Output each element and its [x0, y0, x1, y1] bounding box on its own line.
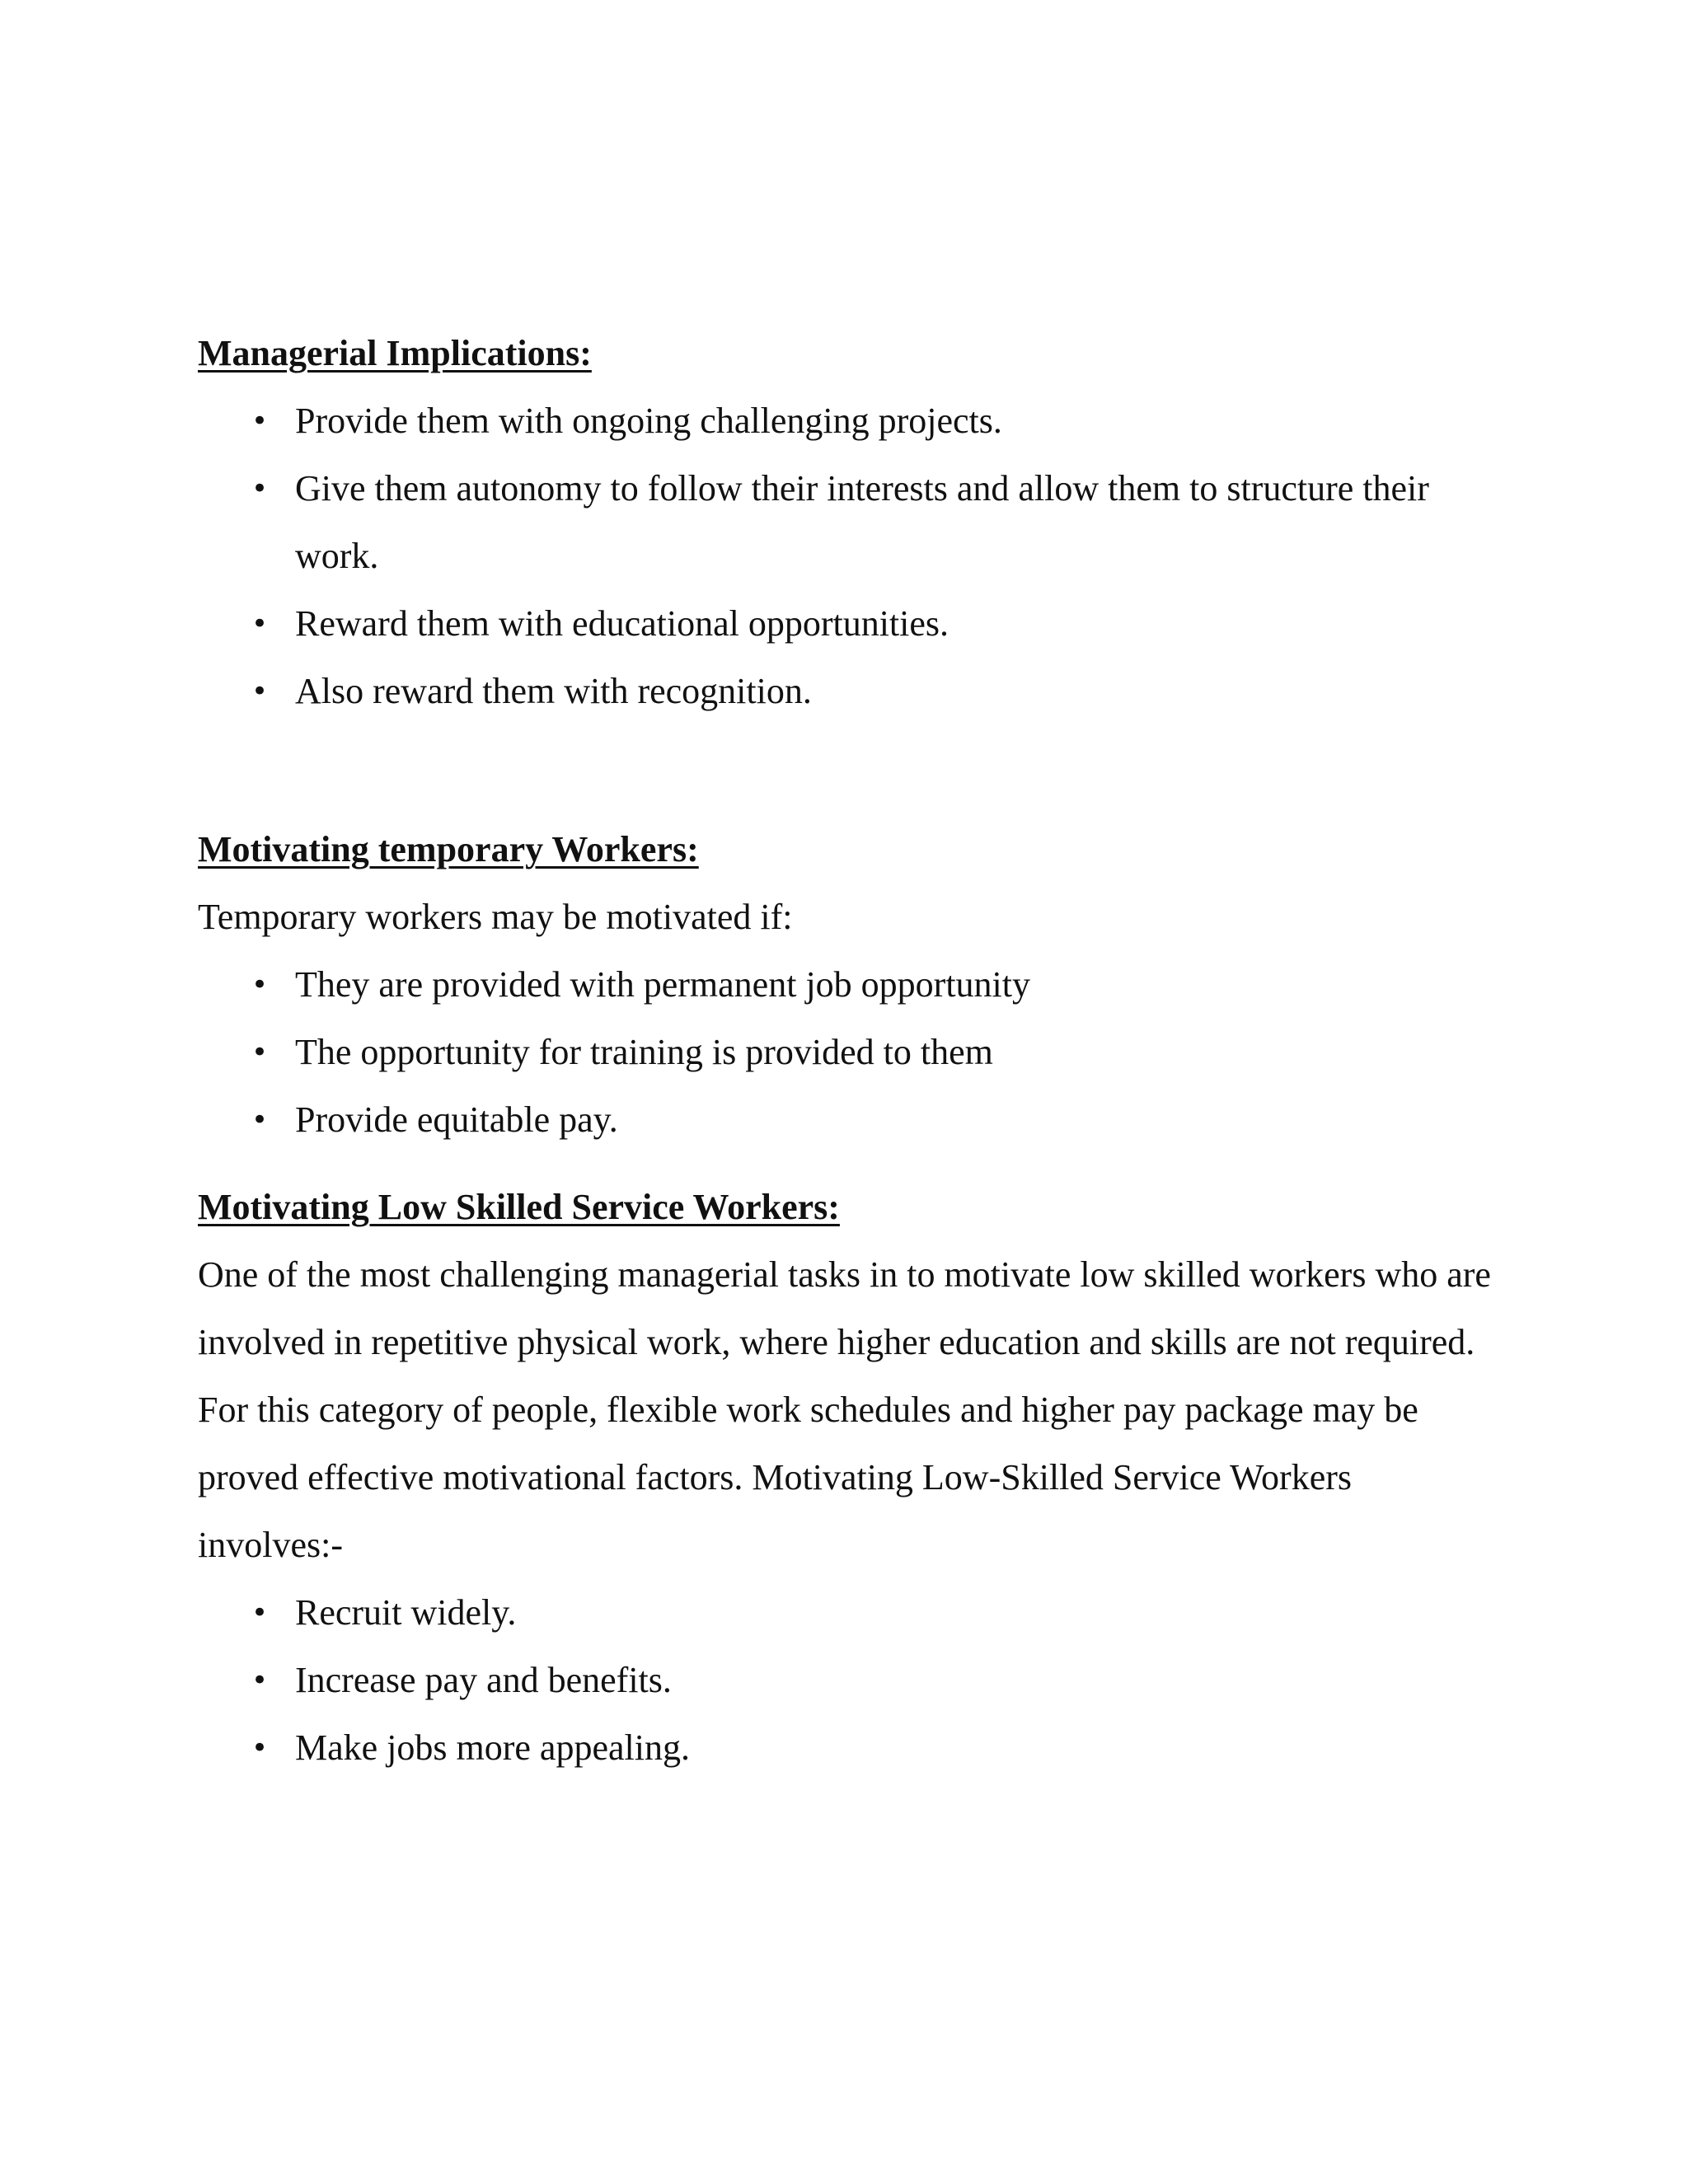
- section-heading-managerial-implications: Managerial Implications:: [198, 333, 592, 373]
- bullet-list-managerial-implications: [198, 387, 1500, 725]
- bullet-icon: •: [251, 1664, 269, 1697]
- list-item: • Increase pay and benefits.: [198, 1647, 1500, 1714]
- bullet-icon: •: [251, 472, 269, 505]
- section-spacer: [198, 725, 1500, 816]
- list-item: • Also reward them with recognition.: [198, 658, 1500, 725]
- bullet-icon: •: [251, 968, 269, 1001]
- list-item: • Make jobs more appealing.: [198, 1714, 1500, 1782]
- list-item: • Provide equitable pay.: [198, 1086, 1500, 1154]
- list-item: • They are provided with permanent job opportunity: [198, 951, 1500, 1019]
- bullet-icon: •: [251, 1732, 269, 1765]
- bullet-icon: •: [251, 1036, 269, 1069]
- bullet-list-low-skilled-workers: [198, 1579, 1500, 1782]
- section-heading-temporary-workers: Motivating temporary Workers:: [198, 829, 699, 869]
- list-item: • Recruit widely.: [198, 1579, 1500, 1647]
- bullet-icon: •: [251, 405, 269, 438]
- list-item: • Provide them with ongoing challenging projects.: [198, 387, 1500, 455]
- bullet-icon: •: [251, 1104, 269, 1137]
- section-intro-temporary-workers: Temporary workers may be motivated if:: [198, 897, 793, 937]
- list-item: • Give them autonomy to follow their interests and allow them to structure their work.: [198, 455, 1500, 590]
- list-item: • Reward them with educational opportunities.: [198, 590, 1500, 658]
- bullet-icon: •: [251, 675, 269, 708]
- section-heading-low-skilled-workers: Motivating Low Skilled Service Workers:: [198, 1187, 840, 1227]
- bullet-list-temporary-workers: [198, 951, 1500, 1154]
- list-item: • The opportunity for training is provided to them: [198, 1019, 1500, 1086]
- section-spacer: [198, 1154, 1500, 1174]
- section-intro-low-skilled-workers: One of the most challenging managerial tasks in to motivate low skilled workers who are involved in repetitive physical work, where higher education and skills are not required. For this category of people, flexible work schedules and higher pay package may be proved effective motivational factors. Motivating Low-Skilled Service Workers involves:-: [198, 1254, 1491, 1565]
- bullet-icon: •: [251, 607, 269, 640]
- bullet-icon: •: [251, 1596, 269, 1629]
- document-content: [198, 320, 1500, 1782]
